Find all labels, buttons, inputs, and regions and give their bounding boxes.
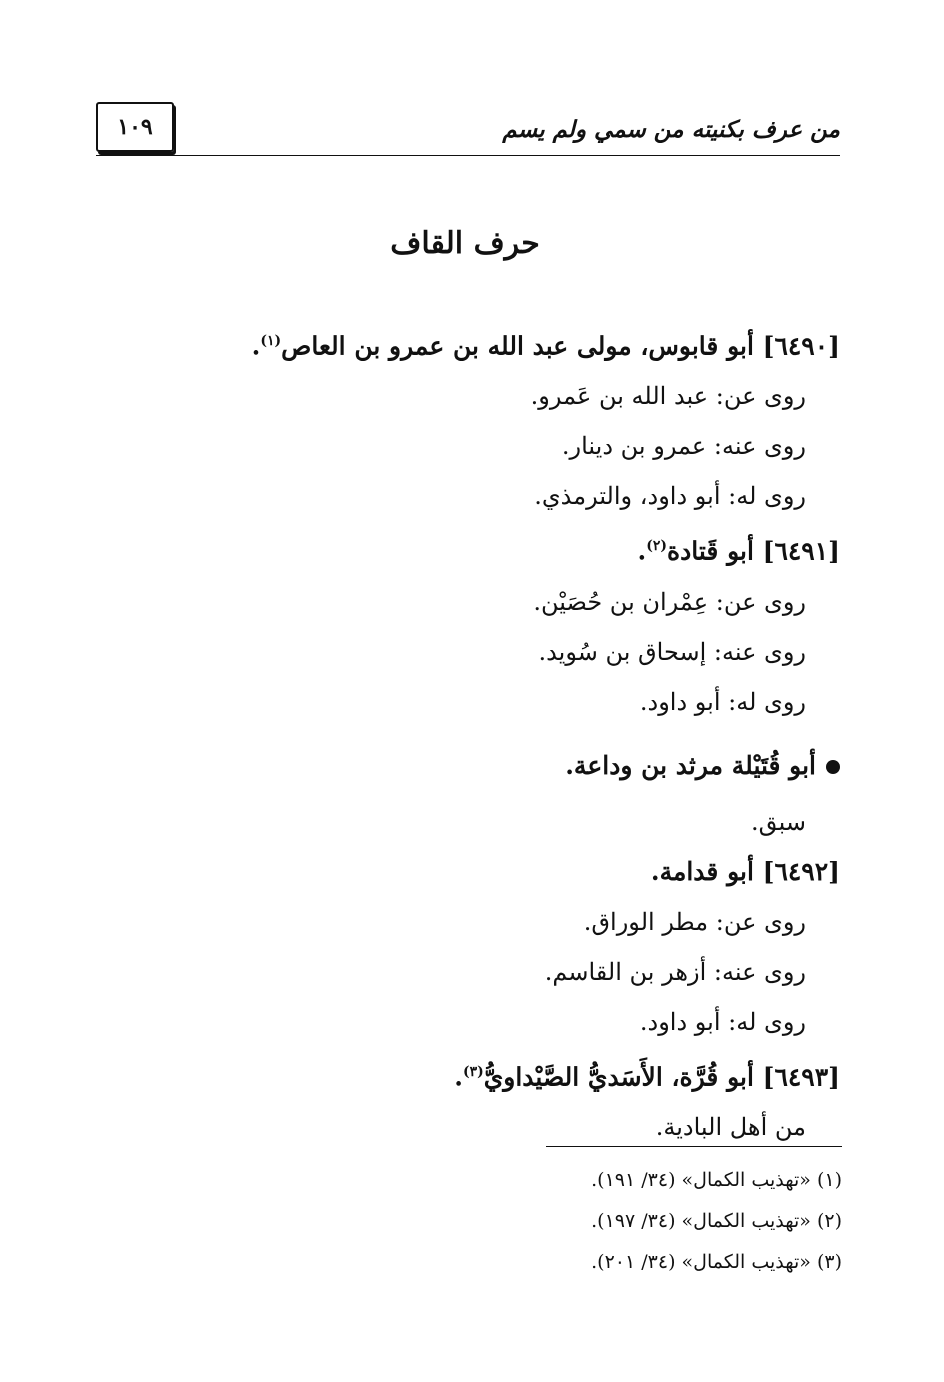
page-header (96, 100, 840, 158)
narration-line: روى له: أبو داود. (639, 1007, 806, 1036)
entry-heading-text: [٦٤٩٣] أبو قُرَّة، الأَسَديُّ الصَّيْداويُّ (483, 1061, 840, 1091)
footnote-rule (546, 1146, 842, 1147)
footnotes (591, 1160, 842, 1283)
entry-heading-text: [٦٤٩٢] أبو قدامة. (650, 856, 840, 886)
running-title: من عرف بكنيته من سمي ولم يسم (502, 116, 840, 143)
entry-heading-6492 (150, 847, 840, 897)
narration-line: روى عن: عبد الله بن عَمرو. (530, 382, 806, 411)
page-number-box (96, 102, 174, 152)
narration-line: روى له: أبو داود، والترمذي. (534, 482, 806, 511)
footnote-1: (١) «تهذيب الكمال» (٣٤/ ١٩١). (591, 1169, 842, 1191)
entry-heading-6491 (150, 521, 840, 576)
entry-heading-6490 (150, 316, 840, 371)
entry-heading-tail: . (637, 536, 647, 566)
entry-heading-tail: . (251, 331, 261, 361)
cross-reference-text: أبو قُتَيْلة مرثد بن وداعة. (565, 750, 816, 780)
footnote-ref: (٢) (646, 538, 668, 555)
page-number: ١٠٩ (117, 114, 153, 140)
header-rule (96, 155, 840, 156)
footnote-ref: (٣) (462, 1063, 484, 1080)
section-title: حرف القاف (390, 226, 540, 261)
narration-line: روى عن: عِمْران بن حُصَيْن. (533, 587, 806, 616)
entry-heading-6493 (150, 1047, 840, 1102)
bullet-icon (826, 760, 840, 774)
narration-line: روى عنه: إسحاق بن سُويد. (538, 637, 806, 666)
footnote-3: (٣) «تهذيب الكمال» (٣٤/ ٢٠١). (591, 1251, 842, 1273)
narration-line: روى عنه: أزهر بن القاسم. (544, 957, 806, 986)
narration-line: روى عنه: عمرو بن دينار. (561, 432, 806, 461)
entry-heading-text: [٦٤٩٠] أبو قابوس، مولى عبد الله بن عمرو بن العاص (281, 331, 840, 361)
page-body (150, 220, 840, 1152)
cross-reference-heading (150, 727, 840, 791)
narration-line: من أهل البادية. (655, 1112, 806, 1141)
footnote-2: (٢) «تهذيب الكمال» (٣٤/ ١٩٧). (591, 1210, 842, 1232)
narration-line: روى عن: مطر الوراق. (583, 907, 806, 936)
cross-reference-note: سبق. (751, 807, 806, 836)
narration-line: روى له: أبو داود. (639, 687, 806, 716)
footnote-ref: (١) (260, 333, 282, 349)
entry-heading-tail: . (454, 1061, 463, 1091)
entry-heading-text: [٦٤٩١] أبو قَتادة (667, 536, 840, 566)
